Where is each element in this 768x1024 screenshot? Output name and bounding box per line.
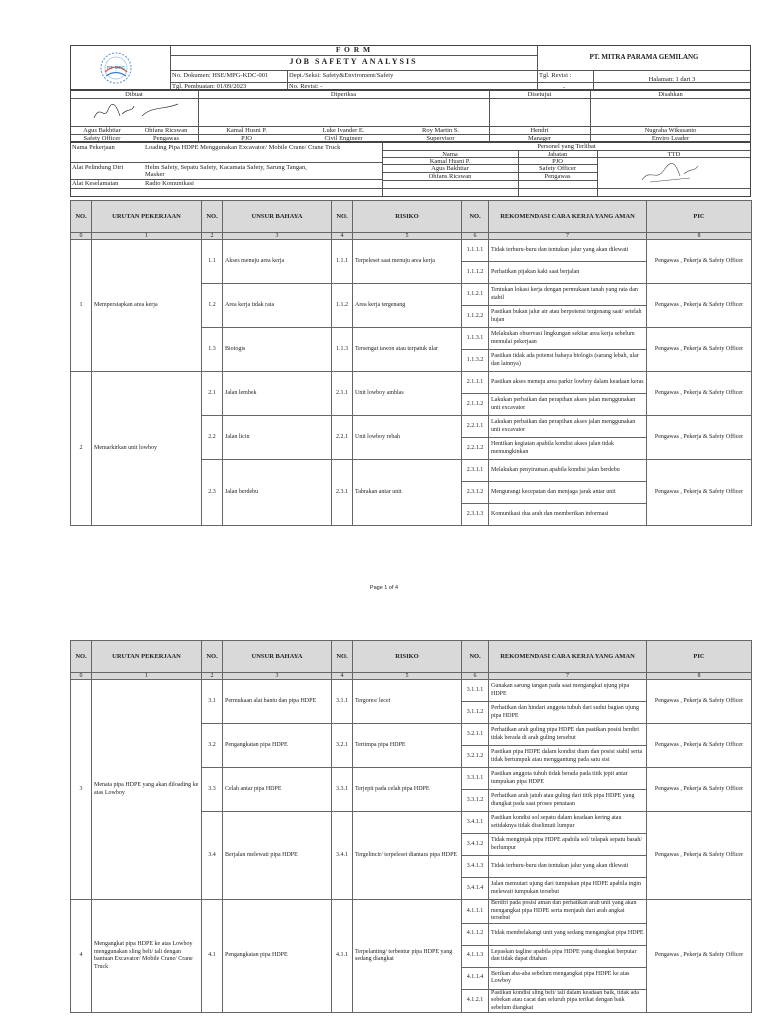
- rec-text: Komunikasi dua arah dan memberikan informasi: [489, 504, 647, 526]
- hazard-name: Akses menuju area kerja: [223, 240, 332, 284]
- step-name: Mempersiapkan area kerja: [92, 240, 202, 372]
- rec-no: 3.4.1.3: [462, 856, 489, 878]
- column-number: 2: [202, 673, 223, 680]
- rec-no: 2.3.1.1: [462, 460, 489, 482]
- tgl-revisi-label: Tgl. Revisi :: [539, 72, 572, 79]
- rec-no: 4.1.1.4: [462, 967, 489, 989]
- hazard-name: Jalan licin: [223, 416, 332, 460]
- label-dibuat: Dibuat: [125, 91, 143, 98]
- rec-no: 1.1.1.2: [462, 262, 489, 284]
- rec-no: 2.2.1.2: [462, 438, 489, 460]
- rec-text: Pastikan kondisi sol sepatu dalam keadaan kering atau setidaknya tidak diselimuti lumpur: [489, 812, 647, 834]
- col-nama: Nama: [442, 151, 458, 158]
- pic: Pengawas , Pekerja & Safety Officer: [647, 768, 752, 812]
- hazard-name: Jalan berdebu: [223, 460, 332, 526]
- rec-no: 2.3.1.3: [462, 504, 489, 526]
- column-header: NO.: [202, 641, 223, 673]
- rec-text: Berdiri pada posisi aman dan perhatikan arah unit yang akan mengangkat pipa HDPE serta menjauh dari arah angkat tersebut: [489, 900, 647, 924]
- pic: Pengawas , Pekerja & Safety Officer: [647, 900, 752, 1013]
- table-row: [71, 240, 752, 262]
- risk-name: Terpeleset saat menuju area kerja: [353, 240, 462, 284]
- approver-name: Nugraha Wikusanto: [644, 127, 697, 134]
- risk-no: 3.4.1: [332, 812, 353, 900]
- rec-text: Mengurangi kecepatan dan menjaga jarak antar unit: [489, 482, 647, 504]
- rec-text: Berikan aba-aba sebelum mengangkat pipa HDPE ke atas Lowboy: [489, 967, 647, 989]
- rec-no: 1.1.2.1: [462, 284, 489, 306]
- divider: [537, 45, 538, 90]
- column-number: 6: [462, 673, 489, 680]
- page-footer: Page 1 of 4: [369, 585, 399, 591]
- risk-no: 1.1.1: [332, 240, 353, 284]
- risk-name: Unit lowboy rebah: [353, 416, 462, 460]
- column-header: NO.: [202, 201, 223, 233]
- no-dokumen: No. Dokumen: HSE/MPG-KDC-001: [172, 72, 269, 79]
- column-number: 8: [647, 233, 752, 240]
- risk-no: 1.1.3: [332, 328, 353, 372]
- label-disahkan: Disahkan: [658, 91, 683, 98]
- column-header: RISIKO: [353, 201, 462, 233]
- rec-no: 2.2.1.1: [462, 416, 489, 438]
- risk-no: 2.2.1: [332, 416, 353, 460]
- tgl-pembuatan: Tgl. Pembuatan: 01/09/2023: [172, 83, 247, 90]
- label-diperiksa: Diperiksa: [330, 91, 357, 98]
- hazard-name: Biotogis: [223, 328, 332, 372]
- step-name: Mengangkat pipa HDPE ke atas Lowboy menggunakan sling belt/ tali dengan bantuan Excavator/ Mobile Crane/ Crane Truck: [92, 900, 202, 1013]
- column-header: NO.: [332, 201, 353, 233]
- label-apd: Alat Pelindung Diri: [72, 164, 124, 171]
- pic: Pengawas , Pekerja & Safety Officer: [647, 372, 752, 416]
- rec-text: Hentikan kegiatan apabila kondisi akses jalan tidak memungkinkan: [489, 438, 647, 460]
- column-number: 1: [92, 673, 202, 680]
- risk-name: Tabrakan antar unit: [353, 460, 462, 526]
- divider: [70, 162, 382, 163]
- hazard-no: 2.3: [202, 460, 223, 526]
- step-no: 4: [71, 900, 92, 1013]
- column-header: REKOMENDASI CARA KERJA YANG AMAN: [489, 641, 647, 673]
- rec-no: 3.4.1.4: [462, 878, 489, 900]
- column-header: RISIKO: [353, 641, 462, 673]
- personel-title: Personel yang Terlibat: [537, 143, 596, 150]
- rec-no: 1.1.3.2: [462, 350, 489, 372]
- column-number: 5: [353, 233, 462, 240]
- column-header: NO.: [462, 201, 489, 233]
- table-row: [71, 372, 752, 394]
- pic: Pengawas , Pekerja & Safety Officer: [647, 724, 752, 768]
- hazard-name: Berjalan melewati pipa HDPE: [223, 812, 332, 900]
- rec-text: Jalan memutari ujung dari tumpukan pipa HDPE apabila ingin melewati tumpukan tersebut: [489, 878, 647, 900]
- approver-role: Enviro Leader: [651, 135, 690, 142]
- column-number: 7: [489, 673, 647, 680]
- rec-no: 3.3.1.2: [462, 790, 489, 812]
- rec-no: 2.3.1.2: [462, 482, 489, 504]
- hazard-name: Area kerja tidak rata: [223, 284, 332, 328]
- rec-no: 1.1.2.2: [462, 306, 489, 328]
- pic: Pengawas , Pekerja & Safety Officer: [647, 460, 752, 526]
- step-name: Memarkirkan unit lowboy: [92, 372, 202, 526]
- rec-text: Tentukan lokasi kerja dengan permukaan tanah yang rata dan stabil: [489, 284, 647, 306]
- column-header: NO.: [332, 641, 353, 673]
- column-number: 3: [223, 233, 332, 240]
- risk-no: 3.2.1: [332, 724, 353, 768]
- risk-name: Area kerja tergenang: [353, 284, 462, 328]
- personel-jabatan: Safety Officer: [539, 165, 576, 172]
- hazard-no: 1.2: [202, 284, 223, 328]
- risk-name: Tertimpa pipa HDPE: [353, 724, 462, 768]
- risk-name: Tergelincir/ terpeleset diantara pipa HDPE: [353, 812, 462, 900]
- rec-no: 3.1.1.1: [462, 680, 489, 702]
- hazard-name: Celah antar pipa HDPE: [223, 768, 332, 812]
- rec-no: 3.2.1.1: [462, 724, 489, 746]
- rec-text: Perhatikan dan hindari anggota tubuh dari sudut bagian ujung pipa HDPE: [489, 702, 647, 724]
- hazard-no: 2.1: [202, 372, 223, 416]
- personel-nama: Agus Bakhtiar: [431, 165, 469, 172]
- step-no: 1: [71, 240, 92, 372]
- pic: Pengawas , Pekerja & Safety Officer: [647, 240, 752, 284]
- risk-no: 3.1.1: [332, 680, 353, 724]
- hazard-no: 3.1: [202, 680, 223, 724]
- hazard-name: Pengangkatan pipa HDPE: [223, 724, 332, 768]
- column-header: PIC: [647, 641, 752, 673]
- column-number: 6: [462, 233, 489, 240]
- divider: [170, 70, 751, 71]
- column-header: PIC: [647, 201, 752, 233]
- rec-text: Lepaskan tagline apabila pipa HDPE yang diangkat berputar dan tidak dapat ditahan: [489, 945, 647, 967]
- rec-text: Gunakan sarung tangan pada saat mengangkat ujung pipa HDPE: [489, 680, 647, 702]
- rec-text: Tidak menginjak pipa HDPE apabila sol/ telapak sepatu basah/ berlumpur: [489, 834, 647, 856]
- nama-pekerjaan: Loading Pipa HDPE Menggunakan Excavator/ Mobile Crane/ Crane Truck: [145, 144, 341, 151]
- table-row: [71, 900, 752, 924]
- rec-text: Tidak membelakangi unit yang sedang mengangkat pipa HDPE: [489, 923, 647, 945]
- rec-no: 4.1.1.2: [462, 923, 489, 945]
- personel-nama: Kamal Husni P.: [429, 158, 471, 165]
- rec-no: 4.1.1.3: [462, 945, 489, 967]
- approver-name: Roy Martin S.: [421, 127, 460, 134]
- column-header: NO.: [71, 641, 92, 673]
- rec-text: Tidak terburu-buru dan tentukan jalur yang akan dilewati: [489, 856, 647, 878]
- column-number: 0: [71, 233, 92, 240]
- rec-text: Melakukan penyiraman apabila kondisi jalan berdebu: [489, 460, 647, 482]
- rec-no: 3.4.1.1: [462, 812, 489, 834]
- step-no: 3: [71, 680, 92, 900]
- approver-name: Kamal Husni P.: [226, 127, 267, 134]
- approver-role: Pengawas: [153, 135, 179, 142]
- approver-role: Manager: [527, 135, 552, 142]
- divider: [170, 55, 537, 56]
- approver-role: PJO: [241, 135, 252, 142]
- rec-no: 1.1.1.1: [462, 240, 489, 262]
- form-title: F O R M: [335, 45, 372, 54]
- risk-name: Terjepit pada celah pipa HDPE: [353, 768, 462, 812]
- risk-name: Unit lowboy amblas: [353, 372, 462, 416]
- risk-name: Tergores/ lecet: [353, 680, 462, 724]
- apd-value: Helm Safety, Sepatu Safety, Kacamata Safety, Sarung Tangan, Masker: [145, 164, 307, 178]
- column-header: UNSUR BAHAYA: [223, 641, 332, 673]
- col-ttd: TTD: [667, 151, 681, 158]
- pic: Pengawas , Pekerja & Safety Officer: [647, 416, 752, 460]
- rec-text: Pastikan anggota tubuh tidak berada pada titik jepit antar tumpukan pipa HDPE: [489, 768, 647, 790]
- tgl-revisi-value: -: [563, 84, 566, 91]
- risk-no: 1.1.2: [332, 284, 353, 328]
- approver-name: Ohfans Ricswan: [144, 127, 188, 134]
- rec-text: Pastikan kondisi sling belt/ tali dalam keadaan baik, tidak ada sobekan atau cacat dan seluruh pipa terikat dengan baik sebelum diangkat: [489, 989, 647, 1013]
- jsa-table-page2: [70, 640, 752, 1013]
- rec-text: Perhatikan arah jatuh atau guling dari titik pipa HDPE yang diangkat pada saat proses penataan: [489, 790, 647, 812]
- dept-seksi: Dept./Seksi: Safety&Enviroment/Safety: [289, 72, 394, 79]
- hazard-no: 3.2: [202, 724, 223, 768]
- signature: [92, 100, 182, 126]
- halaman: Halaman: 1 dari 3: [648, 76, 696, 83]
- rec-text: Pastikan bukan jalur air atau berpotensi tergenang saat/ setelah hujan: [489, 306, 647, 328]
- divider: [70, 188, 751, 189]
- alat-keselamatan: Radio Komunikasi: [145, 180, 194, 187]
- rec-text: Perhatikan pijakan kaki saat berjalan: [489, 262, 647, 284]
- rec-no: 3.3.1.1: [462, 768, 489, 790]
- no-revisi: No. Revisi: -: [289, 83, 323, 90]
- form-subtitle: JOB SAFETY ANALYSIS: [289, 57, 418, 66]
- rec-text: Lakukan perbaikan dan perapihan akses jalan menggunakan unit excavator: [489, 416, 647, 438]
- rec-text: Pastikan tidak ada potensi bahaya biologis (sarang lebah, ular dan lainnya): [489, 350, 647, 372]
- risk-no: 2.3.1: [332, 460, 353, 526]
- approver-name: Agus Bakhtiar: [83, 127, 121, 134]
- rec-no: 1.1.3.1: [462, 328, 489, 350]
- column-number: 1: [92, 233, 202, 240]
- hazard-no: 3.4: [202, 812, 223, 900]
- column-number: 2: [202, 233, 223, 240]
- column-header: URUTAN PEKERJAAN: [92, 201, 202, 233]
- rec-no: 3.2.1.2: [462, 746, 489, 768]
- hazard-no: 1.1: [202, 240, 223, 284]
- rec-text: Perhatikan arah guling pipa HDPE dan pastikan posisi berdiri tidak berada di arah guling tersebut: [489, 724, 647, 746]
- approver-role: Civil Engineer: [324, 135, 363, 142]
- company-name: PT. MITRA PARAMA GEMILANG: [589, 53, 699, 61]
- personel-jabatan: Pengawas: [544, 173, 571, 180]
- risk-name: Terpelanting/ terbentur pipa HDPE yang sedang diangkat: [353, 900, 462, 1013]
- hazard-no: 4.1: [202, 900, 223, 1013]
- column-header: NO.: [462, 641, 489, 673]
- approver-name: Hendri: [530, 127, 549, 134]
- rec-no: 3.1.1.2: [462, 702, 489, 724]
- label-disetujui: Disetujui: [527, 91, 552, 98]
- rec-no: 2.1.1.2: [462, 394, 489, 416]
- column-number: 5: [353, 673, 462, 680]
- step-no: 2: [71, 372, 92, 526]
- hazard-no: 1.3: [202, 328, 223, 372]
- rec-text: Pastikan akses menuju area parkir lowboy dalam keadaan keras: [489, 372, 647, 394]
- column-number: 8: [647, 673, 752, 680]
- approver-name: Luke Ivander E.: [322, 127, 365, 134]
- approver-role: Supervisor: [426, 135, 455, 142]
- pic: Pengawas , Pekerja & Safety Officer: [647, 680, 752, 724]
- rec-text: Pastikan pipa HDPE dalam kondisi diam dan posisi stabil serta tidak bertumpuk atau menggantung pada satu sisi: [489, 746, 647, 768]
- logo-text: PT. MPG: [106, 65, 125, 70]
- column-number: 4: [332, 673, 353, 680]
- risk-no: 2.1.1: [332, 372, 353, 416]
- rec-no: 4.1.2.1: [462, 989, 489, 1013]
- jsa-table-page1: [70, 200, 752, 526]
- risk-name: Tersengat tawon atau terpatuk ular: [353, 328, 462, 372]
- col-jabatan: Jabatan: [547, 151, 568, 158]
- divider: [382, 180, 597, 181]
- company-logo: [93, 50, 139, 86]
- pic: Pengawas , Pekerja & Safety Officer: [647, 328, 752, 372]
- step-name: Menata pipa HDPE yang akan diloading ke atas Lowboy: [92, 680, 202, 900]
- column-header: URUTAN PEKERJAAN: [92, 641, 202, 673]
- hazard-name: Permukaan alat bantu dan pipa HDPE: [223, 680, 332, 724]
- table-row: [71, 680, 752, 702]
- column-number: 0: [71, 673, 92, 680]
- personel-jabatan: PJO: [552, 158, 563, 165]
- pic: Pengawas , Pekerja & Safety Officer: [647, 812, 752, 900]
- divider: [287, 70, 288, 90]
- column-number: 3: [223, 673, 332, 680]
- label-nama-pekerjaan: Nama Pekerjaan: [72, 144, 115, 151]
- rec-no: 3.4.1.2: [462, 834, 489, 856]
- approver-role: Safety Officer: [83, 135, 121, 142]
- rec-no: 4.1.1.1: [462, 900, 489, 924]
- hazard-name: Jalan lembek: [223, 372, 332, 416]
- column-number: 7: [489, 233, 647, 240]
- column-number: 4: [332, 233, 353, 240]
- column-header: UNSUR BAHAYA: [223, 201, 332, 233]
- ttd-signature: [640, 162, 700, 188]
- rec-text: Lakukan perbaikan dan perapihan akses jalan menggunakan unit excavator: [489, 394, 647, 416]
- pic: Pengawas , Pekerja & Safety Officer: [647, 284, 752, 328]
- risk-no: 4.1.1: [332, 900, 353, 1013]
- hazard-name: Pengangkatan pipa HDPE: [223, 900, 332, 1013]
- hazard-no: 3.3: [202, 768, 223, 812]
- label-alat-keselamatan: Alat Keselamatan: [72, 180, 119, 187]
- column-header: REKOMENDASI CARA KERJA YANG AMAN: [489, 201, 647, 233]
- hazard-no: 2.2: [202, 416, 223, 460]
- rec-text: Tidak terburu-buru dan tentukan jalur yang akan dilewati: [489, 240, 647, 262]
- personel-nama: Ohfans Ricswan: [428, 173, 472, 180]
- column-header: NO.: [71, 201, 92, 233]
- rec-text: Melakukan observasi lingkungan sekitar area kerja sebelum memulai pekerjaan: [489, 328, 647, 350]
- rec-no: 2.1.1.1: [462, 372, 489, 394]
- divider: [70, 98, 751, 99]
- risk-no: 3.3.1: [332, 768, 353, 812]
